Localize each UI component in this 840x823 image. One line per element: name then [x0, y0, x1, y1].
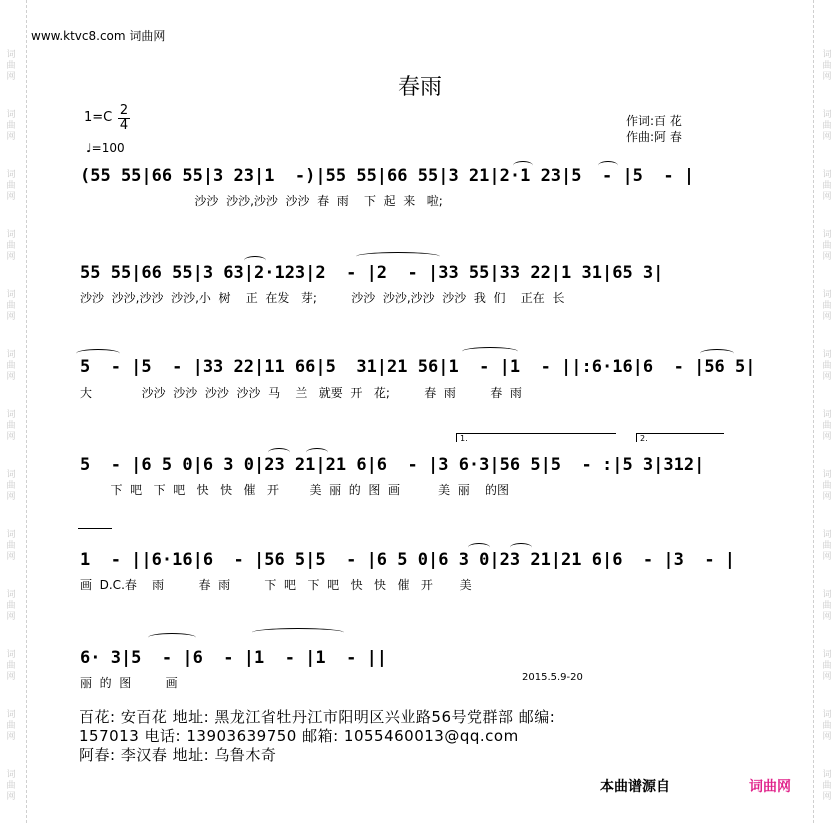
watermark-text: 词 曲 网 [6, 50, 16, 82]
slur [252, 628, 344, 637]
brand-logo[interactable]: 词曲网 [749, 779, 791, 795]
slur [244, 256, 266, 265]
watermark-text: 词 曲 网 [6, 170, 16, 202]
watermark-text: 词 曲 网 [6, 530, 16, 562]
slur [513, 161, 533, 170]
slur [598, 161, 618, 170]
volta-first-ending: 1. [456, 433, 616, 442]
time-top: 2 [119, 103, 129, 118]
contact-line-2: 157013 电话: 13903639750 邮箱: 1055460013@qq.com [79, 727, 519, 745]
watermark-text: 词 曲 网 [822, 290, 832, 322]
watermark-text: 词 曲 网 [822, 470, 832, 502]
watermark-text: 词 曲 网 [6, 290, 16, 322]
slur [468, 543, 490, 552]
watermark-text: 词 曲 网 [822, 350, 832, 382]
watermark-text: 词 曲 网 [6, 350, 16, 382]
key-signature: 1=C [84, 110, 113, 125]
slur [356, 252, 440, 261]
score-line-2-notes: 55 55|66 55|3 63|2·123|2 - |2 - |33 55|33 22|1 31|65 3| [80, 263, 664, 283]
watermark-text: 词 曲 网 [6, 230, 16, 262]
slur [76, 349, 120, 358]
score-line-1-lyrics: 沙沙 沙沙,沙沙 沙沙 春 雨 下 起 来 啦; [80, 194, 443, 208]
slur [510, 543, 532, 552]
score-line-5-lyrics: 画 D.C.春 雨 春 雨 下 吧 下 吧 快 快 催 开 美 [80, 578, 472, 592]
score-line-5-notes: 1 - ||6·16|6 - |56 5|5 - |6 5 0|6 3 0|23 21|21 6|6 - |3 - | [80, 550, 736, 570]
watermark-text: 词 曲 网 [6, 470, 16, 502]
score-line-1-notes: (55 55|66 55|3 23|1 -)|55 55|66 55|3 21|2·1 23|5 - |5 - | [80, 166, 695, 186]
watermark-text: 词 曲 网 [822, 590, 832, 622]
watermark-text: 词 曲 网 [822, 530, 832, 562]
site-header: www.ktvc8.com 词曲网 [31, 29, 166, 43]
lyricist-credit: 作词:百 花 [626, 114, 682, 128]
watermark-text: 词 曲 网 [822, 410, 832, 442]
score-line-3-notes: 5 - |5 - |33 22|11 66|5 31|21 56|1 - |1 - ||:6·16|6 - |56 5| [80, 357, 756, 377]
watermark-text: 词 曲 网 [822, 710, 832, 742]
time-bottom: 4 [119, 118, 129, 133]
watermark-text: 词 曲 网 [822, 650, 832, 682]
score-line-6-lyrics: 丽 的 图 画 [80, 676, 178, 690]
source-label: 本曲谱源自 [600, 779, 670, 795]
watermark-text: 词 曲 网 [822, 770, 832, 802]
watermark-text: 词 曲 网 [822, 230, 832, 262]
volta-close-line [78, 528, 112, 529]
slur [268, 448, 290, 457]
watermark-text: 词 曲 网 [6, 650, 16, 682]
watermark-text: 词 曲 网 [6, 710, 16, 742]
contact-line-1: 百花: 安百花 地址: 黑龙江省牡丹江市阳明区兴业路56号党群部 邮编: [79, 708, 556, 726]
slur [148, 633, 196, 642]
slur [306, 448, 328, 457]
score-line-3-lyrics: 大 沙沙 沙沙 沙沙 沙沙 马 兰 就要 开 花; 春 雨 春 雨 [80, 386, 522, 400]
watermark-text: 词 曲 网 [6, 770, 16, 802]
contact-line-3: 阿春: 李汉春 地址: 乌鲁木奇 [79, 746, 277, 764]
watermark-text: 词 曲 网 [822, 50, 832, 82]
watermark-text: 词 曲 网 [6, 110, 16, 142]
date-stamp: 2015.5.9-20 [522, 672, 583, 683]
song-title: 春雨 [397, 75, 442, 100]
watermark-text: 词 曲 网 [6, 410, 16, 442]
time-signature [118, 104, 130, 133]
watermark-text: 词 曲 网 [6, 590, 16, 622]
volta-second-ending: 2. [636, 433, 724, 442]
slur [462, 347, 518, 356]
composer-credit: 作曲:阿 春 [626, 130, 682, 144]
watermark-text: 词 曲 网 [822, 110, 832, 142]
score-line-2-lyrics: 沙沙 沙沙,沙沙 沙沙,小 树 正 在发 芽; 沙沙 沙沙,沙沙 沙沙 我 们 正在 长 [80, 291, 565, 305]
score-line-4-lyrics: 下 吧 下 吧 快 快 催 开 美 丽 的 图 画 美 丽 的图 [80, 483, 510, 497]
score-line-4-notes: 5 - |6 5 0|6 3 0|23 21|21 6|6 - |3 6·3|56 5|5 - :|5 3|312| [80, 455, 705, 475]
score-line-6-notes: 6· 3|5 - |6 - |1 - |1 - || [80, 648, 388, 668]
slur [700, 349, 734, 358]
tempo-marking: ♩=100 [86, 141, 125, 155]
watermark-text: 词 曲 网 [822, 170, 832, 202]
